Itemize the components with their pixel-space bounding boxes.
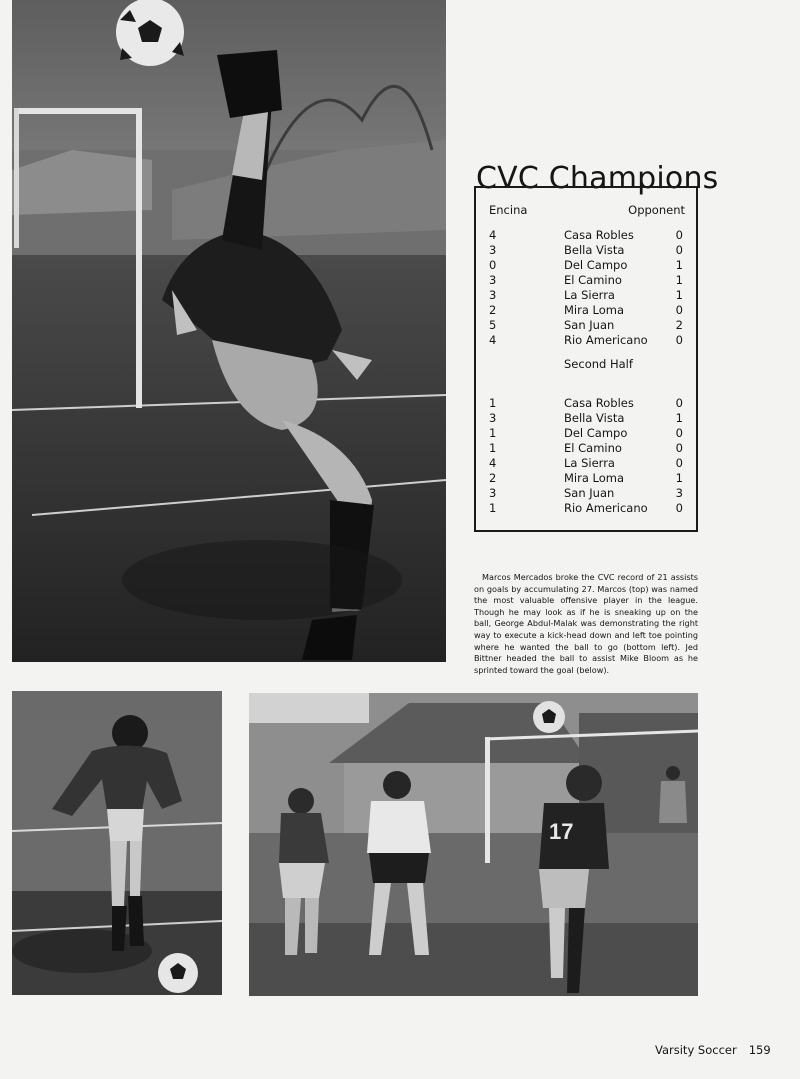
opponent-score: 0 bbox=[675, 396, 683, 410]
score-row bbox=[476, 333, 696, 348]
opponent-team: San Juan bbox=[564, 318, 615, 332]
score-row bbox=[476, 243, 696, 258]
opponent-score: 1 bbox=[675, 258, 683, 272]
opponent-team: San Juan bbox=[564, 486, 615, 500]
opponent-score: 0 bbox=[675, 456, 683, 470]
score-row bbox=[476, 486, 696, 501]
opponent-score: 0 bbox=[675, 303, 683, 317]
score-row bbox=[476, 501, 696, 516]
opponent-team: Del Campo bbox=[564, 426, 628, 440]
page-footer bbox=[655, 1043, 771, 1057]
encina-score: 3 bbox=[489, 411, 497, 425]
photo-caption: Marcos Mercados broke the CVC record of 21 assists on goals by accumulating 27. Marcos (top) was named the most valuable offensive player in the league. Though he may look as if he is sneaking up on the ball, George Abdul-Malak was demonstrating the right way to execute a kick-head down and left toe pointing where he wanted the ball to go (bottom left). Jed Bittner headed the ball to assist Mike Bloom as he sprinted toward the goal (below). bbox=[474, 572, 698, 675]
opponent-team: Casa Robles bbox=[564, 228, 634, 242]
opponent-score: 0 bbox=[675, 243, 683, 257]
encina-score: 3 bbox=[489, 273, 497, 287]
opponent-team: La Sierra bbox=[564, 288, 615, 302]
opponent-score: 0 bbox=[675, 441, 683, 455]
encina-score: 0 bbox=[489, 258, 497, 272]
encina-score: 1 bbox=[489, 396, 497, 410]
score-row bbox=[476, 258, 696, 273]
jersey-number: 17 bbox=[549, 819, 574, 844]
opponent-score: 1 bbox=[675, 411, 683, 425]
opponent-team: El Camino bbox=[564, 441, 622, 455]
page-title: CVC Champions bbox=[476, 161, 719, 197]
encina-score: 1 bbox=[489, 501, 497, 515]
opponent-score: 0 bbox=[675, 333, 683, 347]
photo-bicycle-kick bbox=[12, 0, 446, 662]
opponent-score: 0 bbox=[675, 228, 683, 242]
opponent-score: 0 bbox=[675, 426, 683, 440]
score-row bbox=[476, 318, 696, 333]
encina-score: 1 bbox=[489, 441, 497, 455]
encina-score: 4 bbox=[489, 333, 497, 347]
opponent-team: Mira Loma bbox=[564, 303, 625, 317]
photo-header-assist bbox=[249, 693, 698, 996]
opponent-column-header: Opponent bbox=[628, 203, 685, 217]
opponent-team: Bella Vista bbox=[564, 411, 625, 425]
photo-kick-technique bbox=[12, 691, 222, 995]
score-row bbox=[476, 441, 696, 456]
encina-score: 2 bbox=[489, 471, 497, 485]
opponent-team: Rio Americano bbox=[564, 333, 648, 347]
score-row bbox=[476, 303, 696, 318]
section-name: Varsity Soccer bbox=[655, 1043, 737, 1057]
encina-score: 2 bbox=[489, 303, 497, 317]
opponent-team: El Camino bbox=[564, 273, 622, 287]
score-row bbox=[476, 396, 696, 411]
page-number: 159 bbox=[748, 1043, 771, 1057]
score-row bbox=[476, 411, 696, 426]
encina-score: 3 bbox=[489, 486, 497, 500]
encina-column-header: Encina bbox=[489, 203, 528, 217]
score-row bbox=[476, 456, 696, 471]
score-row bbox=[476, 471, 696, 486]
opponent-team: Mira Loma bbox=[564, 471, 625, 485]
score-row bbox=[476, 288, 696, 303]
opponent-score: 0 bbox=[675, 501, 683, 515]
score-row bbox=[476, 273, 696, 288]
scores-table bbox=[474, 186, 698, 532]
second-half-label: Second Half bbox=[564, 357, 633, 371]
score-row bbox=[476, 228, 696, 243]
score-row bbox=[476, 426, 696, 441]
opponent-score: 3 bbox=[675, 486, 683, 500]
encina-score: 3 bbox=[489, 243, 497, 257]
opponent-score: 1 bbox=[675, 288, 683, 302]
opponent-score: 1 bbox=[675, 471, 683, 485]
encina-score: 3 bbox=[489, 288, 497, 302]
opponent-team: La Sierra bbox=[564, 456, 615, 470]
opponent-team: Bella Vista bbox=[564, 243, 625, 257]
opponent-team: Rio Americano bbox=[564, 501, 648, 515]
opponent-score: 1 bbox=[675, 273, 683, 287]
encina-score: 1 bbox=[489, 426, 497, 440]
opponent-team: Casa Robles bbox=[564, 396, 634, 410]
encina-score: 4 bbox=[489, 456, 497, 470]
opponent-score: 2 bbox=[675, 318, 683, 332]
encina-score: 5 bbox=[489, 318, 497, 332]
opponent-team: Del Campo bbox=[564, 258, 628, 272]
encina-score: 4 bbox=[489, 228, 497, 242]
